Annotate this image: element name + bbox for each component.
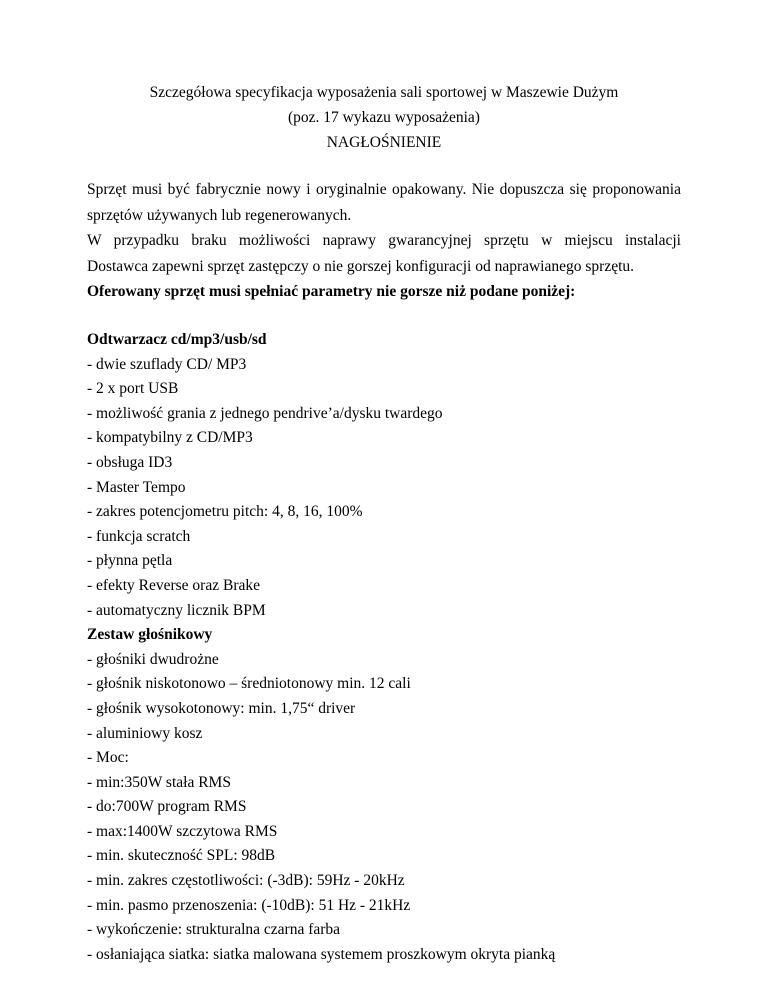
speakers-spec-item: - min:350W stała RMS — [87, 773, 231, 791]
player-spec-item: - dwie szuflady CD/ MP3 — [87, 355, 247, 373]
player-spec-item: - efekty Reverse oraz Brake — [87, 576, 260, 594]
speakers-section-title: Zestaw głośnikowy — [87, 626, 213, 644]
intro-p2-line1: W przypadku braku możliwości naprawy gwarancyjnej sprzętu w miejscu instalacji — [87, 232, 681, 249]
player-spec-item: - 2 x port USB — [87, 380, 179, 398]
player-spec-item: - płynna pętla — [87, 552, 173, 570]
speakers-spec-item: - max:1400W szczytowa RMS — [87, 822, 278, 840]
intro-p1-line2: sprzętów używanych lub regenerowanych. — [87, 206, 352, 224]
speakers-spec-item: - osłaniająca siatka: siatka malowana systemem proszkowym okryta pianką — [87, 945, 556, 963]
speakers-spec-item: - aluminiowy kosz — [87, 724, 203, 742]
player-spec-item: - możliwość grania z jednego pendrive’a/dysku twardego — [87, 404, 443, 422]
speakers-spec-item: - głośniki dwudrożne — [87, 650, 219, 668]
player-spec-item: - zakres potencjometru pitch: 4, 8, 16, 100% — [87, 503, 363, 521]
speakers-spec-item: - min. zakres częstotliwości: (-3dB): 59Hz - 20kHz — [87, 872, 405, 890]
speakers-spec-item: - głośnik niskotonowo – średniotonowy min. 12 cali — [87, 675, 411, 693]
player-section-title: Odtwarzacz cd/mp3/usb/sd — [87, 331, 267, 348]
player-spec-item: - Master Tempo — [87, 478, 186, 496]
intro-requirement: Oferowany sprzęt musi spełniać parametry nie gorsze niż podane poniżej: — [87, 283, 576, 300]
speakers-spec-item: - głośnik wysokotonowy: min. 1,75“ driver — [87, 699, 356, 717]
intro-p1-line1: Sprzęt musi być fabrycznie nowy i oryginalnie opakowany. Nie dopuszcza się proponowania — [87, 181, 681, 198]
specification-list — [87, 328, 681, 967]
document-title: Szczegółowa specyfikacja wyposażenia sali sportowej w Maszewie Dużym — [149, 84, 619, 101]
player-spec-item: - automatyczny licznik BPM — [87, 601, 266, 619]
intro-paragraphs — [87, 177, 681, 305]
speakers-spec-item: - min. pasmo przenoszenia: (-10dB): 51 Hz - 21kHz — [87, 896, 411, 914]
player-spec-item: - funkcja scratch — [87, 527, 191, 545]
speakers-spec-item: - min. skuteczność SPL: 98dB — [87, 847, 276, 865]
speakers-spec-item: - do:700W program RMS — [87, 798, 247, 816]
speakers-spec-item: - wykończenie: strukturalna czarna farba — [87, 921, 341, 939]
intro-p2-line2: Dostawca zapewni sprzęt zastępczy o nie gorszej konfiguracji od naprawianego sprzętu. — [87, 257, 635, 275]
speakers-spec-item: - Moc: — [87, 749, 129, 767]
document-section-heading: NAGŁOŚNIENIE — [326, 134, 442, 151]
player-spec-item: - kompatybilny z CD/MP3 — [87, 429, 253, 447]
player-spec-item: - obsługa ID3 — [87, 453, 173, 471]
document-subtitle: (poz. 17 wykazu wyposażenia) — [288, 109, 480, 126]
